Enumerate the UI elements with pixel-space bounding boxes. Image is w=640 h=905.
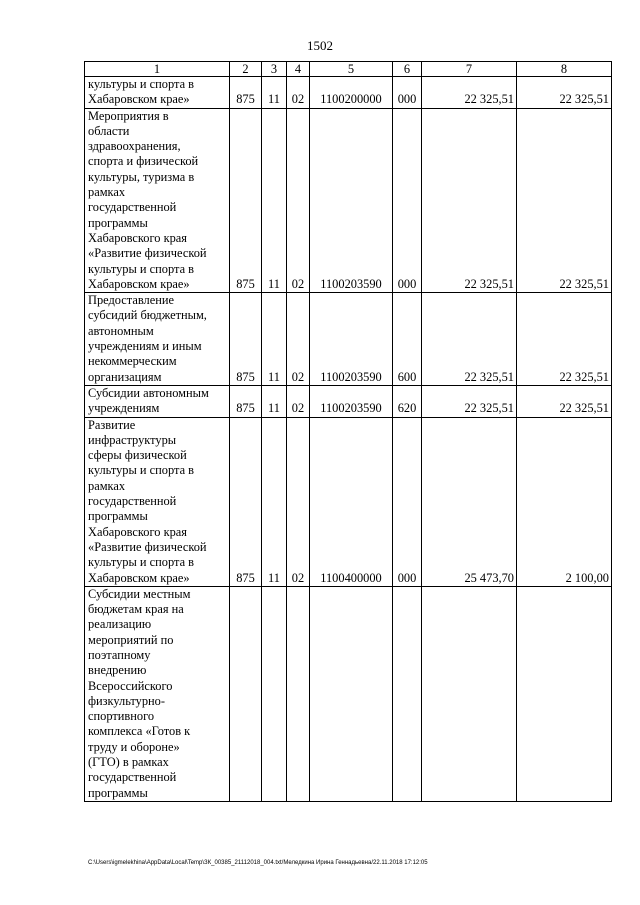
cell-ministry-code: 875 [230, 293, 262, 386]
cell-amount-col8: 22 325,51 [517, 293, 612, 386]
cell-amount-col7: 25 473,70 [422, 417, 517, 586]
cell-expense-type [393, 586, 422, 801]
header-cell-4: 4 [287, 62, 310, 77]
cell-section: 11 [262, 108, 287, 293]
cell-ministry-code: 875 [230, 417, 262, 586]
cell-subsection: 02 [287, 417, 310, 586]
cell-target-code: 1100203590 [310, 108, 393, 293]
cell-ministry-code: 875 [230, 77, 262, 109]
cell-ministry-code: 875 [230, 108, 262, 293]
cell-section: 11 [262, 293, 287, 386]
row-description: Развитие инфраструктуры сферы физической культуры и спорта в рамках государственной программы Хабаровского края «Развитие физической культуры и спорта в Хабаровском крае» [85, 417, 230, 586]
cell-expense-type: 600 [393, 293, 422, 386]
cell-amount-col7: 22 325,51 [422, 385, 517, 417]
cell-subsection: 02 [287, 385, 310, 417]
cell-target-code: 1100203590 [310, 293, 393, 386]
cell-section [262, 586, 287, 801]
table-row [85, 586, 612, 801]
cell-expense-type: 000 [393, 77, 422, 109]
cell-target-code: 1100400000 [310, 417, 393, 586]
cell-amount-col7: 22 325,51 [422, 293, 517, 386]
header-row [85, 62, 612, 77]
cell-amount-col7: 22 325,51 [422, 108, 517, 293]
page-number: 1502 [307, 38, 333, 53]
table-row [85, 77, 612, 109]
row-description: Субсидии автономным учреждениям [85, 385, 230, 417]
cell-section: 11 [262, 417, 287, 586]
cell-amount-col8: 22 325,51 [517, 77, 612, 109]
cell-target-code: 1100203590 [310, 385, 393, 417]
cell-section: 11 [262, 77, 287, 109]
cell-expense-type: 000 [393, 417, 422, 586]
file-path-footer: C:\Users\igmelekhina\AppData\Local\Temp\ЗК_00385_21112018_004.txt/Меледкина Ирина Геннадьевна/22.11.2018 17:12:05 [88, 860, 428, 866]
row-description: культуры и спорта в Хабаровском крае» [85, 77, 230, 109]
table-row [85, 417, 612, 586]
cell-target-code [310, 586, 393, 801]
cell-expense-type: 620 [393, 385, 422, 417]
cell-subsection [287, 586, 310, 801]
row-description: Субсидии местным бюджетам края на реализацию мероприятий по поэтапному внедрению Всероссийского физкультурно- спортивного комплекса «Готов к труду и обороне» (ГТО) в рамках государственной программы [85, 586, 230, 801]
cell-amount-col8 [517, 586, 612, 801]
cell-amount-col7: 22 325,51 [422, 77, 517, 109]
cell-subsection: 02 [287, 108, 310, 293]
cell-ministry-code: 875 [230, 385, 262, 417]
cell-amount-col8: 2 100,00 [517, 417, 612, 586]
header-cell-1: 1 [85, 62, 230, 77]
row-description: Предоставление субсидий бюджетным, автономным учреждениям и иным некоммерческим организациям [85, 293, 230, 386]
header-cell-6: 6 [393, 62, 422, 77]
cell-expense-type: 000 [393, 108, 422, 293]
cell-subsection: 02 [287, 293, 310, 386]
header-cell-2: 2 [230, 62, 262, 77]
table-row [85, 108, 612, 293]
budget-table [84, 61, 612, 802]
cell-target-code: 1100200000 [310, 77, 393, 109]
cell-ministry-code [230, 586, 262, 801]
header-cell-3: 3 [262, 62, 287, 77]
table-row [85, 293, 612, 386]
header-cell-8: 8 [517, 62, 612, 77]
cell-subsection: 02 [287, 77, 310, 109]
cell-amount-col7 [422, 586, 517, 801]
header-cell-5: 5 [310, 62, 393, 77]
header-cell-7: 7 [422, 62, 517, 77]
cell-section: 11 [262, 385, 287, 417]
row-description: Мероприятия в области здравоохранения, спорта и физической культуры, туризма в рамках государственной программы Хабаровского края «Развитие физической культуры и спорта в Хабаровском крае» [85, 108, 230, 293]
cell-amount-col8: 22 325,51 [517, 385, 612, 417]
cell-amount-col8: 22 325,51 [517, 108, 612, 293]
table-row [85, 385, 612, 417]
